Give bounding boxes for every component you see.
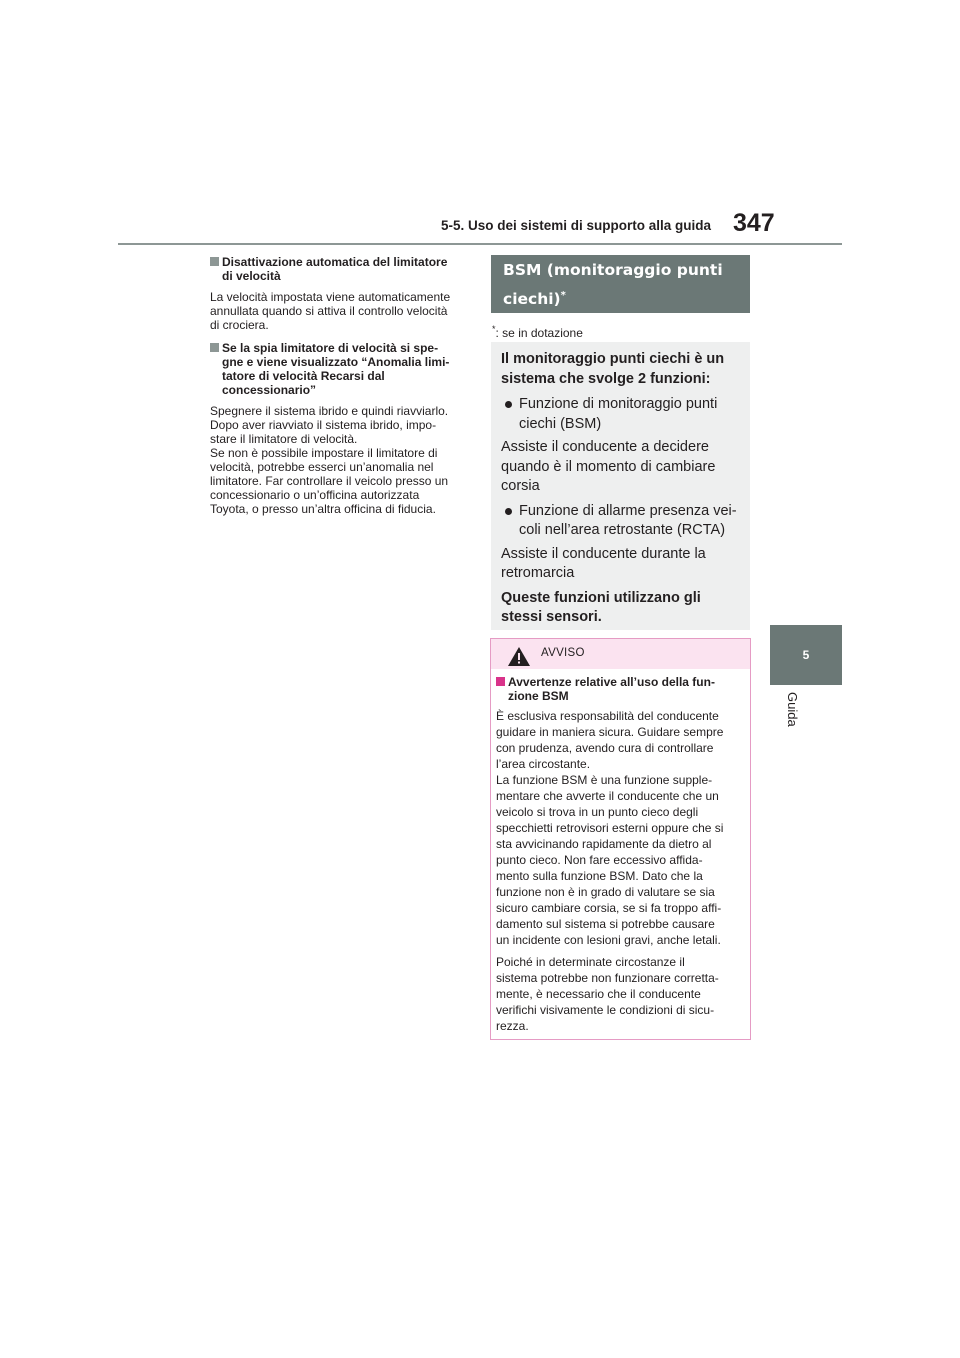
warning-body xyxy=(491,669,750,1034)
text-line: La velocità impostata viene automaticamente xyxy=(210,290,451,304)
summary-line: Assiste il conducente a decidere xyxy=(501,439,709,455)
summary-line: coli nell’area retrostante (RCTA) xyxy=(519,522,726,538)
heading-line: tatore di velocità Recarsi dal xyxy=(222,369,385,383)
text-line: sistema potrebbe non funzionare corretta- xyxy=(496,971,719,985)
warning-paragraph-1 xyxy=(496,708,743,948)
square-bullet-icon xyxy=(210,343,219,352)
text-line: Toyota, o presso un’altra officina di fiducia. xyxy=(210,502,436,516)
text-line: sta avvicinando rapidamente da dietro al xyxy=(496,837,712,851)
heading-line: gne e viene visualizzato “Anomalia limi- xyxy=(222,355,450,369)
summary-line: Funzione di allarme presenza vei- xyxy=(519,502,737,519)
text-line: È esclusiva responsabilità del conducente xyxy=(496,709,719,723)
header-rule xyxy=(118,243,842,245)
summary-line: Assiste il conducente durante la xyxy=(501,545,706,562)
summary-line: Queste funzioni utilizzano gli xyxy=(501,589,701,606)
footnote-text: : se in dotazione xyxy=(495,326,583,340)
text-line: di crociera. xyxy=(210,318,269,332)
summary-line: ciechi (BSM) xyxy=(519,415,602,432)
text-line: funzione non è in grado di valutare se sia xyxy=(496,885,715,899)
summary-bullet-rcta xyxy=(501,502,740,541)
bsm-title-line: BSM (monitoraggio punti xyxy=(503,261,723,279)
summary-line: stessi sensori. xyxy=(501,609,602,625)
text-line: guidare in maniera sicura. Guidare sempre xyxy=(496,725,724,739)
heading-line: Avvertenze relative all’uso della fun- xyxy=(508,675,715,689)
text-line: concessionario o un’officina autorizzata xyxy=(210,488,420,502)
bullet-dot-icon xyxy=(505,401,512,408)
text-line: Poiché in determinate circostanze il xyxy=(496,955,685,969)
asterisk-mark: * xyxy=(560,290,566,301)
chapter-label xyxy=(782,692,804,752)
text-line: specchietti retrovisori esterni oppure che si xyxy=(496,821,724,835)
text-line: La funzione BSM è una funzione supple- xyxy=(496,773,713,787)
text-line: mentare che avverte il conducente che un xyxy=(496,789,719,803)
text-line: Spegnere il sistema ibrido e quindi riavviarlo. xyxy=(210,404,449,418)
text-line: stare il limitatore di velocità. xyxy=(210,432,358,446)
chapter-tab: 5 xyxy=(770,625,842,685)
text-line: con prudenza, avendo cura di controllare xyxy=(496,741,714,755)
summary-line: Il monitoraggio punti ciechi è un xyxy=(501,351,725,367)
section-heading-auto-cancel xyxy=(210,255,466,283)
warning-label: AVVISO xyxy=(541,647,585,659)
warning-heading xyxy=(496,675,743,703)
text-line: mente, è necessario che il conducente xyxy=(496,987,701,1001)
summary-box xyxy=(491,342,750,630)
bsm-title-box xyxy=(491,255,750,313)
footnote xyxy=(492,324,583,340)
summary-closing xyxy=(501,589,740,628)
warning-header xyxy=(491,639,750,669)
footnote-mark: * xyxy=(492,324,496,334)
warning-triangle-icon xyxy=(508,647,530,666)
heading-line: di velocità xyxy=(222,269,281,283)
bullet-dot-icon xyxy=(505,508,512,515)
text-line: velocità, potrebbe esserci un’anomalia nel xyxy=(210,460,434,474)
heading-line: concessionario” xyxy=(222,383,317,397)
chapter-label-text: Guida xyxy=(785,692,800,727)
summary-bullet-bsm xyxy=(501,395,740,434)
bsm-title-text: ciechi) xyxy=(503,290,561,309)
text-line: Se non è possibile impostare il limitatore di xyxy=(210,446,438,460)
text-line: mento sulla funzione BSM. Dato che la xyxy=(496,869,703,883)
square-bullet-icon xyxy=(210,257,219,266)
summary-line: quando è il momento di cambiare xyxy=(501,458,716,475)
text-line: punto cieco. Non fare eccessivo affida- xyxy=(496,853,703,867)
summary-line: retromarcia xyxy=(501,565,575,581)
heading-line: zione BSM xyxy=(508,689,569,703)
text-line: sicuro cambiare corsia, se si fa troppo affi- xyxy=(496,901,722,915)
heading-line: Disattivazione automatica del limitatore xyxy=(222,255,448,269)
bsm-title-line xyxy=(503,283,750,312)
summary-line: Funzione di monitoraggio punti xyxy=(519,396,718,412)
section-text-warning-light xyxy=(210,404,466,516)
warning-box xyxy=(490,638,751,1040)
section-heading-warning-light xyxy=(210,341,466,397)
section-text-auto-cancel xyxy=(210,290,466,332)
heading-line: Se la spia limitatore di velocità si spe- xyxy=(222,341,439,355)
text-line: rezza. xyxy=(496,1019,529,1033)
text-line: Dopo aver riavviato il sistema ibrido, impo- xyxy=(210,418,437,432)
summary-line: sistema che svolge 2 funzioni: xyxy=(501,370,711,387)
square-bullet-icon xyxy=(496,677,505,686)
text-line: un incidente con lesioni gravi, anche letali. xyxy=(496,933,721,947)
header-section-title: 5-5. Uso dei sistemi di supporto alla guida xyxy=(441,218,712,233)
text-line: annullata quando si attiva il controllo velocità xyxy=(210,304,448,318)
text-line: verifichi visivamente le condizioni di sicu- xyxy=(496,1003,715,1017)
summary-line: corsia xyxy=(501,478,540,494)
text-line: l’area circostante. xyxy=(496,757,591,771)
text-line: veicolo si trova in un punto cieco degli xyxy=(496,805,699,819)
summary-desc-rcta xyxy=(501,545,740,584)
summary-desc-bsm xyxy=(501,438,740,497)
text-line: limitatore. Far controllare il veicolo presso un xyxy=(210,474,449,488)
text-line: damento sul sistema si potrebbe causare xyxy=(496,917,715,931)
summary-intro xyxy=(501,350,740,389)
page-number: 347 xyxy=(733,209,775,237)
warning-paragraph-2 xyxy=(496,954,743,1034)
left-column xyxy=(210,255,466,525)
